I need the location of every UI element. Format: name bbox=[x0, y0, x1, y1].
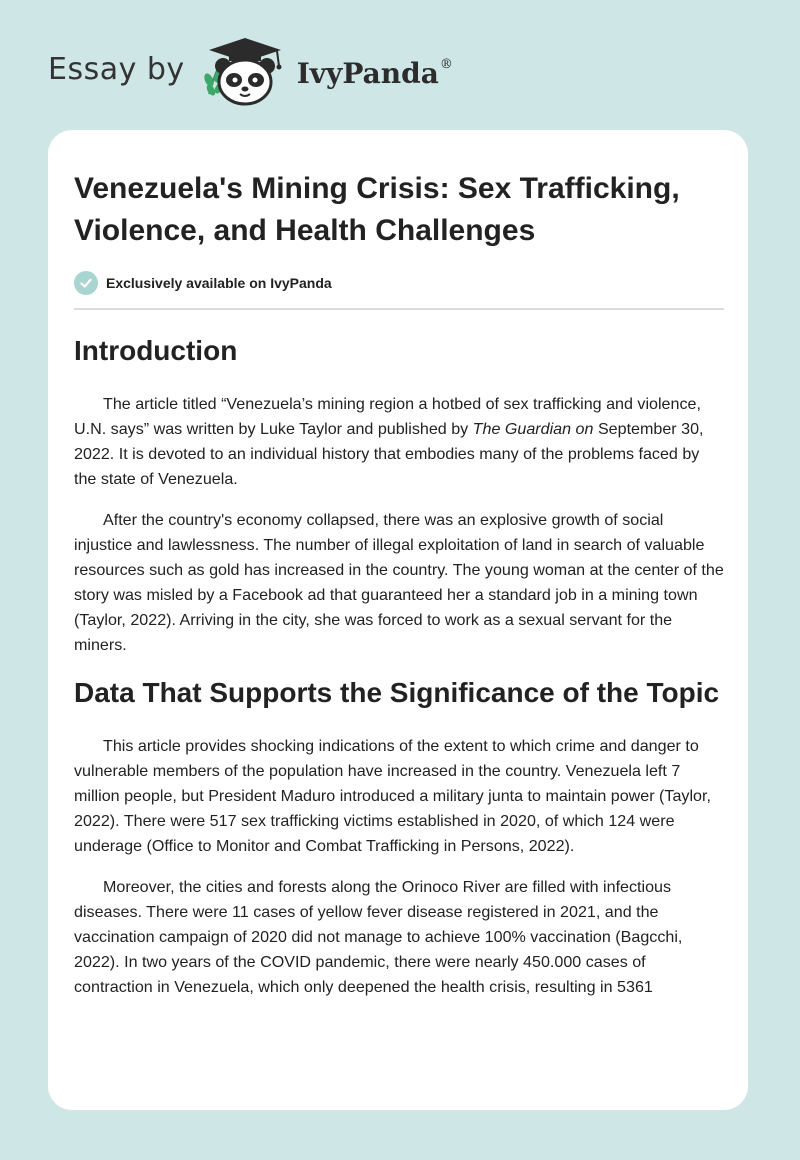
publication-name: The Guardian on bbox=[472, 420, 594, 438]
essay-content bbox=[74, 168, 724, 1000]
paragraph: After the country's economy collapsed, there was an explosive growth of social injustice and lawlessness. The number of illegal exploitation of land in search of valuable resources such as gold has increased in the country. The young woman at the center of the story was misled by a Facebook ad that guaranteed her a standard job in a mining town (Taylor, 2022). Arriving in the city, she was forced to work as a sexual servant for the miners. bbox=[74, 511, 724, 654]
checkmark-circle-icon bbox=[74, 271, 98, 295]
paragraph: This article provides shocking indications of the extent to which crime and danger to vulnerable members of the population have increased in the country. Venezuela left 7 million people, but President Maduro introduced a military junta to maintain power (Taylor, 2022). There were 517 sex trafficking victims established in 2020, of which 124 were underage (Office to Monitor and Combat Trafficking in Persons, 2022). bbox=[74, 737, 711, 855]
brand-name[interactable]: IvyPanda® bbox=[296, 56, 453, 90]
essay-title: Venezuela's Mining Crisis: Sex Trafficking, Violence, and Health Challenges bbox=[74, 172, 680, 247]
essay-card bbox=[48, 130, 748, 1110]
essay-by-label: Essay by bbox=[48, 51, 185, 87]
section-heading-data: Data That Supports the Significance of the Topic bbox=[74, 677, 720, 708]
exclusive-badge bbox=[74, 270, 724, 296]
paragraph: Moreover, the cities and forests along the Orinoco River are filled with infectious diseases. There were 11 cases of yellow fever disease registered in 2021, and the vaccination campaign of 2020 did not manage to achieve 100% vaccination (Bagcchi, 2022). In two years of the COVID pandemic, there were nearly 450.000 cases of contraction in Venezuela, which only deepened the health crisis, resulting in 5361 bbox=[74, 878, 683, 996]
panda-graduate-logo-icon[interactable] bbox=[199, 36, 291, 108]
exclusive-label: Exclusively available on IvyPanda bbox=[106, 275, 332, 291]
paragraph: The article titled “Venezuela’s mining region a hotbed of sex trafficking and violence, U.N. says” was written by Luke Taylor and published by The Guardian on September 30, 2022. It is devoted to an individual history that embodies many of the problems faced by the state of Venezuela. bbox=[74, 395, 704, 488]
section-heading-introduction: Introduction bbox=[74, 335, 238, 366]
registered-mark: ® bbox=[439, 57, 453, 73]
site-header bbox=[48, 36, 453, 108]
title-divider bbox=[74, 308, 724, 310]
